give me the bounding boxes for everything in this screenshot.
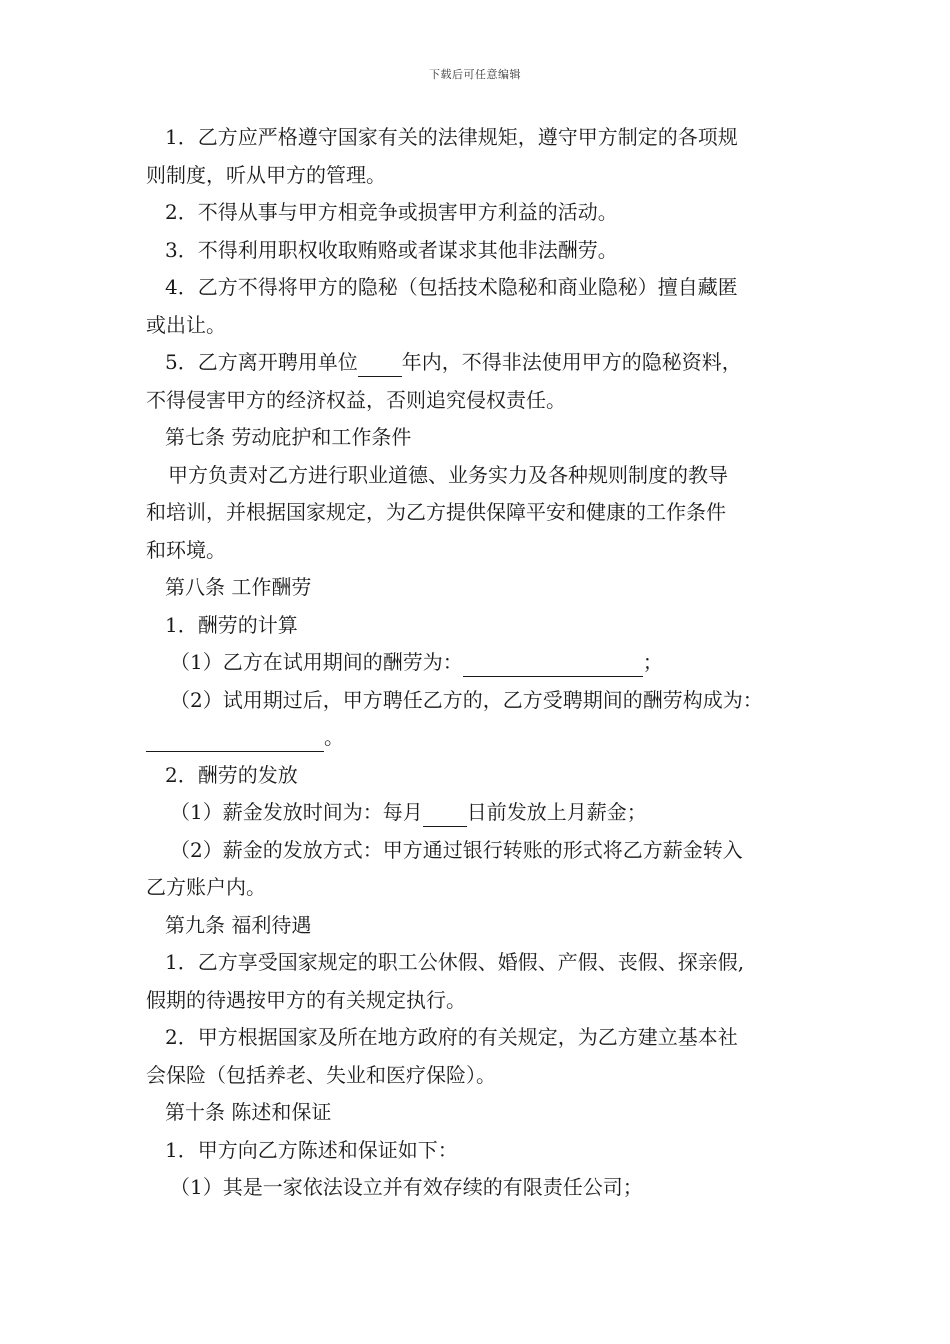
clause-line: （1）其是一家依法设立并有效存续的有限责任公司； (170, 1175, 643, 1199)
clause-text: （1）乙方在试用期间的酬劳为： (170, 650, 463, 674)
clause-line: 3．不得利用职权收取贿赂或者谋求其他非法酬劳。 (165, 237, 618, 262)
clause-line: 2．酬劳的发放 (165, 762, 298, 787)
article-heading: 第十条 陈述和保证 (165, 1100, 332, 1124)
clause-line: 或出让。 (146, 312, 226, 337)
fill-in-blank[interactable] (463, 652, 643, 677)
clause-line (146, 794, 810, 832)
clause-line: 1．乙方应严格遵守国家有关的法律规矩，遵守甲方制定的各项规 (165, 125, 738, 149)
fill-in-blank[interactable] (146, 727, 324, 752)
clause-text: 。 (324, 725, 344, 749)
fill-in-blank[interactable] (423, 802, 467, 827)
page-header: 下载后可任意编辑 (429, 68, 521, 81)
clause-line: 不得侵害甲方的经济权益，否则追究侵权责任。 (146, 387, 566, 412)
clause-line: 2．不得从事与甲方相竞争或损害甲方利益的活动。 (165, 200, 618, 224)
clause-line: 1．甲方向乙方陈述和保证如下： (165, 1137, 458, 1162)
clause-line: 和培训，并根据国家规定，为乙方提供保障平安和健康的工作条件 (146, 500, 726, 524)
article-heading: 第七条 劳动庇护和工作条件 (165, 425, 412, 449)
clause-line (146, 344, 810, 382)
clause-line: 1．乙方享受国家规定的职工公休假、婚假、产假、丧假、探亲假, (165, 950, 745, 974)
clause-line: 2．甲方根据国家及所在地方政府的有关规定，为乙方建立基本社 (165, 1025, 738, 1049)
clause-line: 4．乙方不得将甲方的隐秘（包括技术隐秘和商业隐秘）擅自藏匿 (165, 275, 738, 299)
clause-line (146, 644, 810, 682)
clause-text: 年内，不得非法使用甲方的隐秘资料， (401, 350, 742, 374)
fill-in-blank[interactable] (358, 352, 402, 377)
clause-line (146, 719, 810, 757)
clause-line: 1．酬劳的计算 (165, 612, 298, 637)
article-heading: 第九条 福利待遇 (165, 912, 312, 937)
clause-line: （2）试用期过后，甲方聘任乙方的，乙方受聘期间的酬劳构成为： (170, 687, 763, 712)
clause-line: 乙方账户内。 (146, 875, 266, 899)
clause-line: 和环境。 (146, 537, 226, 562)
document-body (146, 119, 810, 1207)
clause-line: 假期的待遇按甲方的有关规定执行。 (146, 987, 466, 1012)
clause-text: 日前发放上月薪金； (466, 800, 647, 824)
clause-line: 则制度，听从甲方的管理。 (146, 162, 386, 187)
clause-text: （1）薪金发放时间为：每月 (170, 800, 423, 824)
clause-text: 5．乙方离开聘用单位 (165, 350, 358, 374)
article-heading: 第八条 工作酬劳 (165, 575, 312, 599)
clause-line: （2）薪金的发放方式：甲方通过银行转账的形式将乙方薪金转入 (170, 837, 743, 862)
clause-line: 甲方负责对乙方进行职业道德、业务实力及各种规则制度的教导 (168, 462, 728, 487)
clause-line: 会保险（包括养老、失业和医疗保险）。 (146, 1062, 496, 1087)
clause-text: ； (642, 650, 663, 674)
